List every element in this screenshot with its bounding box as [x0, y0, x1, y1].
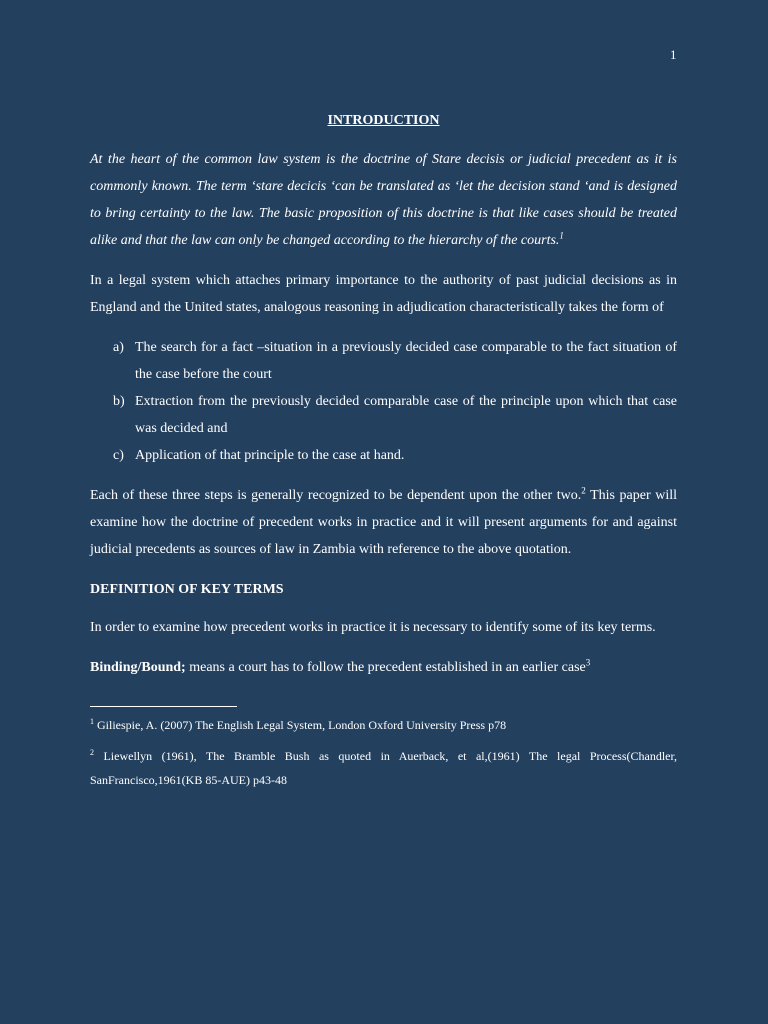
definition-text: means a court has to follow the precedent established in an earlier case	[185, 660, 586, 675]
list-marker: a)	[113, 340, 124, 355]
list-marker: b)	[113, 394, 125, 409]
footnote-ref-3: 3	[585, 657, 591, 668]
list-item-text: The search for a fact –situation in a previously decided case comparable to the fact situation of the case before the court	[135, 340, 677, 382]
footnote	[90, 744, 677, 792]
definition-heading: DEFINITION OF KEY TERMS	[90, 582, 284, 597]
footnote-text: Giliespie, A. (2007) The English Legal System, London Oxford University Press p78	[94, 718, 507, 732]
intro-paragraph-text: At the heart of the common law system is the doctrine of Stare decisis or judicial precedent as it is commonly known. The term ‘stare decicis ‘can be translated as ‘let the decision stand ‘and is designed to bring certainty to the law. The basic proposition of this doctrine is that like cases should be treated alike and that the law can only be changed according to the hierarchy of the courts.	[90, 152, 677, 248]
footnote-number: 2	[90, 748, 94, 757]
paragraph3-part2: This paper will examine how the doctrine of precedent works in practice and it will present arguments for and against judicial precedents as sources of law in Zambia with reference to the above quotation.	[90, 488, 677, 557]
paragraph3-part1: Each of these three steps is generally recognized to be dependent upon the other two.	[90, 488, 582, 503]
footnote-divider	[90, 706, 237, 707]
list-item-text: Application of that principle to the case at hand.	[135, 448, 405, 463]
definition-paragraph	[90, 654, 677, 681]
list-item	[90, 334, 677, 388]
three-steps-paragraph	[90, 482, 677, 563]
key-terms-paragraph: In order to examine how precedent works in practice it is necessary to identify some of its key terms.	[90, 620, 656, 635]
definition-term: Binding/Bound;	[90, 660, 186, 675]
list-item	[90, 388, 677, 442]
list-marker: c)	[113, 448, 124, 463]
footnote-ref-2: 2	[581, 485, 586, 496]
intro-paragraph	[90, 146, 677, 254]
introduction-heading: INTRODUCTION	[327, 113, 440, 128]
steps-list	[90, 334, 677, 469]
footnote-number: 1	[90, 717, 94, 726]
page-number: 1	[670, 47, 677, 62]
document-body	[90, 110, 677, 799]
list-item-text: Extraction from the previously decided comparable case of the principle upon which that case was decided and	[135, 394, 677, 436]
footnote-text: Liewellyn (1961), The Bramble Bush as quoted in Auerback, et al,(1961) The legal Process(Chandler, SanFrancisco,1961(KB 85-AUE) p43-48	[90, 749, 677, 787]
footnote	[90, 713, 677, 737]
footnote-ref-1: 1	[559, 230, 564, 241]
list-item	[90, 442, 677, 469]
legal-system-paragraph: In a legal system which attaches primary importance to the authority of past judicial decisions as in England and the United states, analogous reasoning in adjudication characteristically takes the form of	[90, 273, 677, 315]
